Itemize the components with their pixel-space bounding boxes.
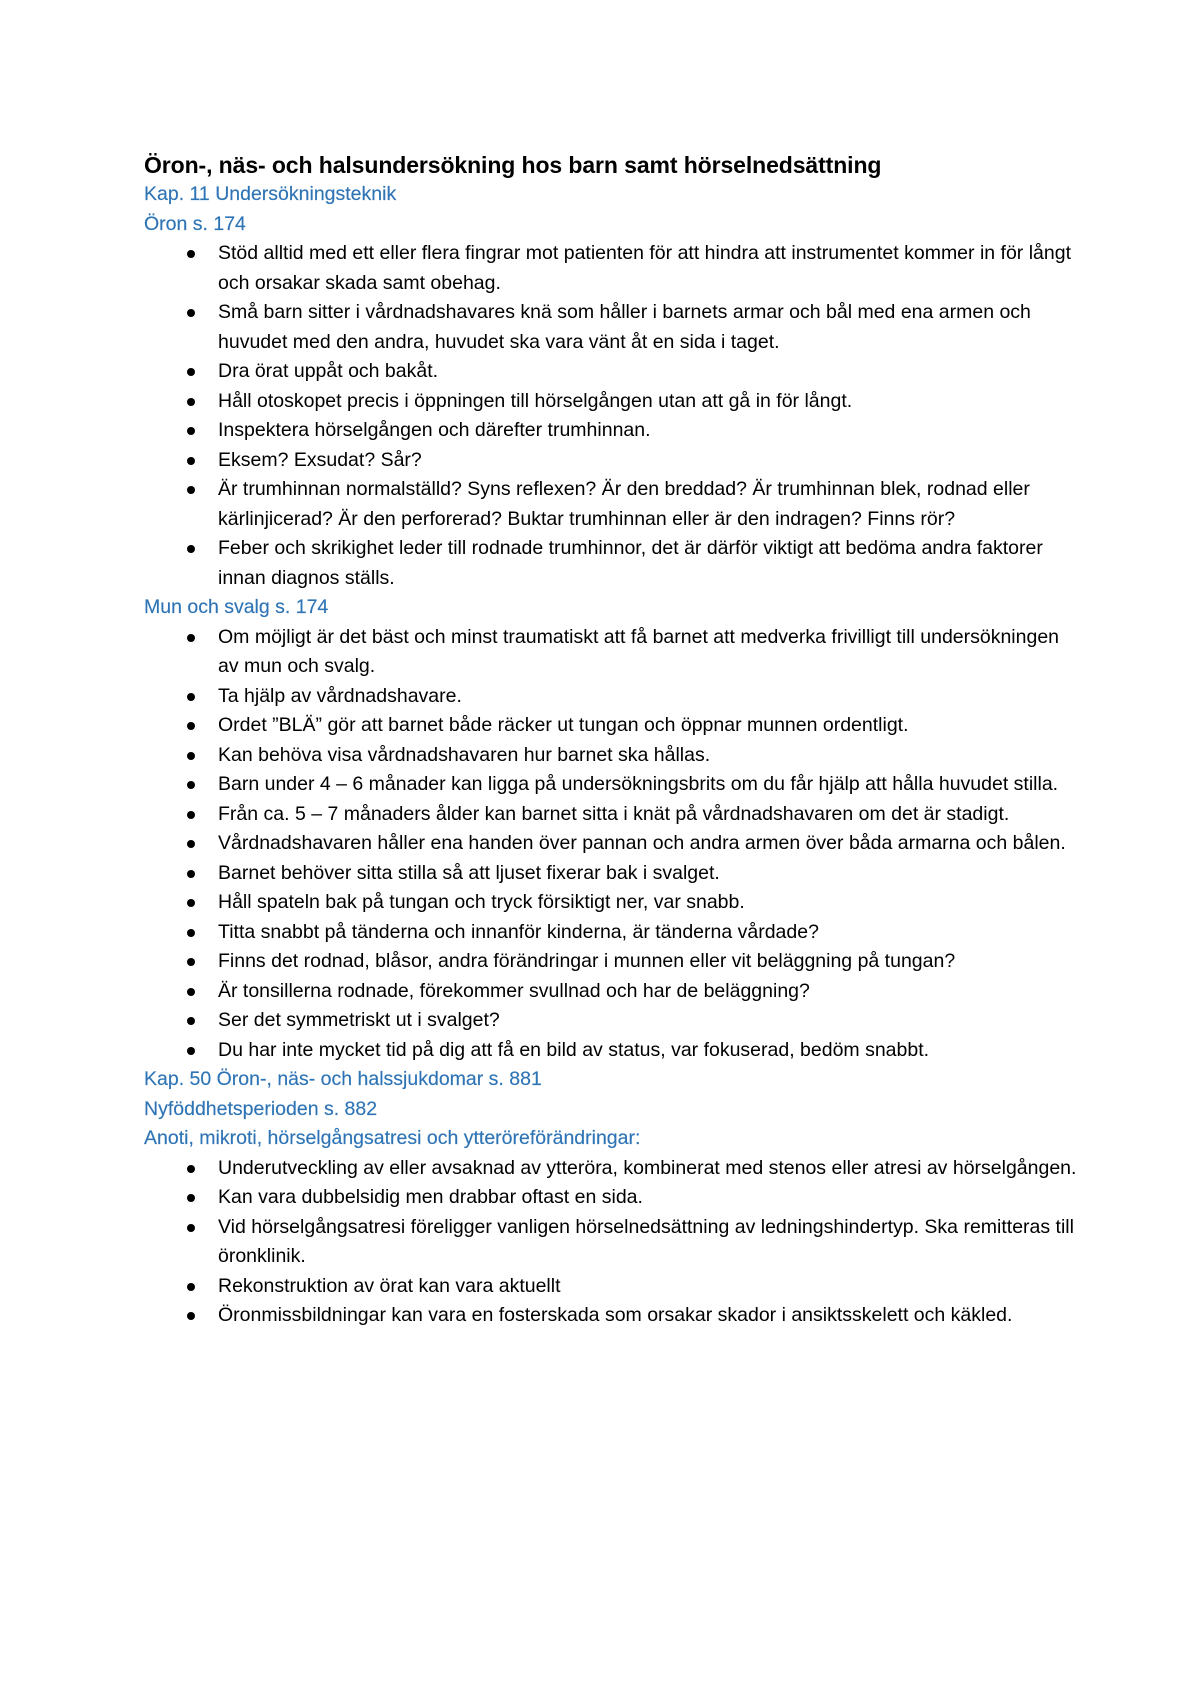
bullet-list: [144, 1154, 1084, 1331]
list-item: [144, 416, 1084, 446]
bullet-dot-icon: [187, 988, 195, 996]
section-heading: Öron s. 174: [144, 212, 246, 235]
bullet-dot-icon: [187, 752, 195, 760]
bullet-dot-icon: [187, 309, 195, 317]
bullet-dot-icon: [187, 1224, 195, 1232]
list-item-text: Är trumhinnan normalställd? Syns reflexen? Är den breddad? Är trumhinnan blek, rodnad eller kärlinjicerad? Är den perforerad? Buktar trumhinnan eller är den indragen? Finns rör?: [218, 478, 1030, 530]
list-item-text: Dra örat uppåt och bakåt.: [218, 360, 439, 382]
list-item-text: Eksem? Exsudat? Sår?: [218, 448, 422, 471]
bullet-dot-icon: [187, 1283, 195, 1291]
list-item: [144, 741, 1084, 771]
list-item: [144, 239, 1084, 298]
bullet-dot-icon: [187, 634, 195, 642]
list-item: [144, 1006, 1084, 1036]
bullet-dot-icon: [187, 1047, 195, 1055]
list-item: [144, 888, 1084, 918]
list-item: [144, 1301, 1084, 1331]
list-item-text: Håll otoskopet precis i öppningen till hörselgången utan att gå in för långt.: [218, 389, 853, 412]
bullet-dot-icon: [187, 1017, 195, 1025]
bullet-dot-icon: [187, 545, 195, 553]
bullet-list: [144, 239, 1084, 593]
list-item-text: Öronmissbildningar kan vara en fosterskada som orsakar skador i ansiktsskelett och käkled.: [218, 1304, 1013, 1326]
list-item: [144, 1036, 1084, 1066]
list-item-text: Feber och skrikighet leder till rodnade trumhinnor, det är därför viktigt att bedöma andra faktorer innan diagnos ställs.: [218, 537, 1043, 589]
list-item-text: Stöd alltid med ett eller flera fingrar mot patienten för att hindra att instrumentet kommer in för långt och orsakar skada samt obehag.: [218, 242, 1071, 294]
list-item: [144, 387, 1084, 417]
list-item-text: Vårdnadshavaren håller ena handen över pannan och andra armen över båda armarna och bålen.: [218, 832, 1066, 854]
list-item-text: Kan vara dubbelsidig men drabbar oftast en sida.: [218, 1186, 643, 1208]
document-page: [144, 150, 1084, 1331]
bullet-dot-icon: [187, 427, 195, 435]
bullet-dot-icon: [187, 811, 195, 819]
list-item-text: Rekonstruktion av örat kan vara aktuellt: [218, 1274, 561, 1297]
bullet-dot-icon: [187, 958, 195, 966]
list-item-text: Är tonsillerna rodnade, förekommer svullnad och har de beläggning?: [218, 979, 810, 1002]
list-item: [144, 1213, 1084, 1272]
section-heading: Kap. 50 Öron-, näs- och halssjukdomar s. 881: [144, 1068, 542, 1090]
list-item: [144, 623, 1084, 682]
list-item-text: Du har inte mycket tid på dig att få en bild av status, var fokuserad, bedöm snabbt.: [218, 1038, 930, 1061]
list-item-text: Om möjligt är det bäst och minst traumatiskt att få barnet att medverka frivilligt till undersökningen av mun och svalg.: [218, 625, 1060, 677]
bullet-dot-icon: [187, 250, 195, 258]
list-item: [144, 446, 1084, 476]
list-item-text: Finns det rodnad, blåsor, andra förändringar i munnen eller vit beläggning på tungan?: [218, 950, 956, 972]
list-item-text: Ta hjälp av vårdnadshavare.: [218, 684, 462, 707]
list-item-text: Underutveckling av eller avsaknad av ytteröra, kombinerat med stenos eller atresi av hörselgången.: [218, 1156, 1077, 1179]
bullet-dot-icon: [187, 870, 195, 878]
list-item: [144, 534, 1084, 593]
list-item-text: Inspektera hörselgången och därefter trumhinnan.: [218, 419, 651, 441]
list-item-text: Barnet behöver sitta stilla så att ljuset fixerar bak i svalget.: [218, 861, 720, 884]
bullet-dot-icon: [187, 693, 195, 701]
bullet-dot-icon: [187, 781, 195, 789]
list-item: [144, 475, 1084, 534]
list-item: [144, 977, 1084, 1007]
list-item: [144, 770, 1084, 800]
list-item: [144, 1272, 1084, 1302]
bullet-dot-icon: [187, 457, 195, 465]
bullet-dot-icon: [187, 929, 195, 937]
bullet-list: [144, 623, 1084, 1066]
list-item-text: Håll spateln bak på tungan och tryck försiktigt ner, var snabb.: [218, 891, 745, 913]
list-item: [144, 947, 1084, 977]
list-item-text: Kan behöva visa vårdnadshavaren hur barnet ska hållas.: [218, 743, 711, 766]
list-item-text: Små barn sitter i vårdnadshavares knä som håller i barnets armar och bål med ena armen och huvudet med den andra, huvudet ska vara vänt åt en sida i taget.: [218, 301, 1031, 353]
list-item-text: Ser det symmetriskt ut i svalget?: [218, 1009, 500, 1031]
list-item: [144, 682, 1084, 712]
bullet-dot-icon: [187, 722, 195, 730]
list-item-text: Barn under 4 – 6 månader kan ligga på undersökningsbrits om du får hjälp att hålla huvudet stilla.: [218, 773, 1059, 795]
list-item-text: Från ca. 5 – 7 månaders ålder kan barnet sitta i knät på vårdnadshavaren om det är stadigt.: [218, 802, 1010, 825]
list-item: [144, 711, 1084, 741]
section-heading: Mun och svalg s. 174: [144, 596, 329, 618]
bullet-dot-icon: [187, 899, 195, 907]
bullet-dot-icon: [187, 840, 195, 848]
document-body: [144, 180, 1084, 1331]
list-item: [144, 859, 1084, 889]
list-item: [144, 1154, 1084, 1184]
section-heading: Anoti, mikroti, hörselgångsatresi och ytteröreförändringar:: [144, 1127, 641, 1149]
list-item: [144, 829, 1084, 859]
list-item: [144, 918, 1084, 948]
bullet-dot-icon: [187, 1194, 195, 1202]
bullet-dot-icon: [187, 398, 195, 406]
list-item: [144, 298, 1084, 357]
list-item-text: Ordet ”BLÄ” gör att barnet både räcker ut tungan och öppnar munnen ordentligt.: [218, 714, 909, 736]
bullet-dot-icon: [187, 368, 195, 376]
bullet-dot-icon: [187, 1312, 195, 1320]
bullet-dot-icon: [187, 486, 195, 494]
section-heading: Kap. 11 Undersökningsteknik: [144, 183, 397, 205]
bullet-dot-icon: [187, 1165, 195, 1173]
list-item-text: Vid hörselgångsatresi föreligger vanligen hörselnedsättning av ledningshindertyp. Ska remitteras till öronklinik.: [218, 1215, 1074, 1267]
document-title: Öron-, näs- och halsundersökning hos barn samt hörselnedsättning: [144, 152, 882, 178]
list-item: [144, 357, 1084, 387]
list-item: [144, 1183, 1084, 1213]
list-item: [144, 800, 1084, 830]
list-item-text: Titta snabbt på tänderna och innanför kinderna, är tänderna vårdade?: [218, 920, 819, 943]
section-heading: Nyföddhetsperioden s. 882: [144, 1097, 378, 1120]
